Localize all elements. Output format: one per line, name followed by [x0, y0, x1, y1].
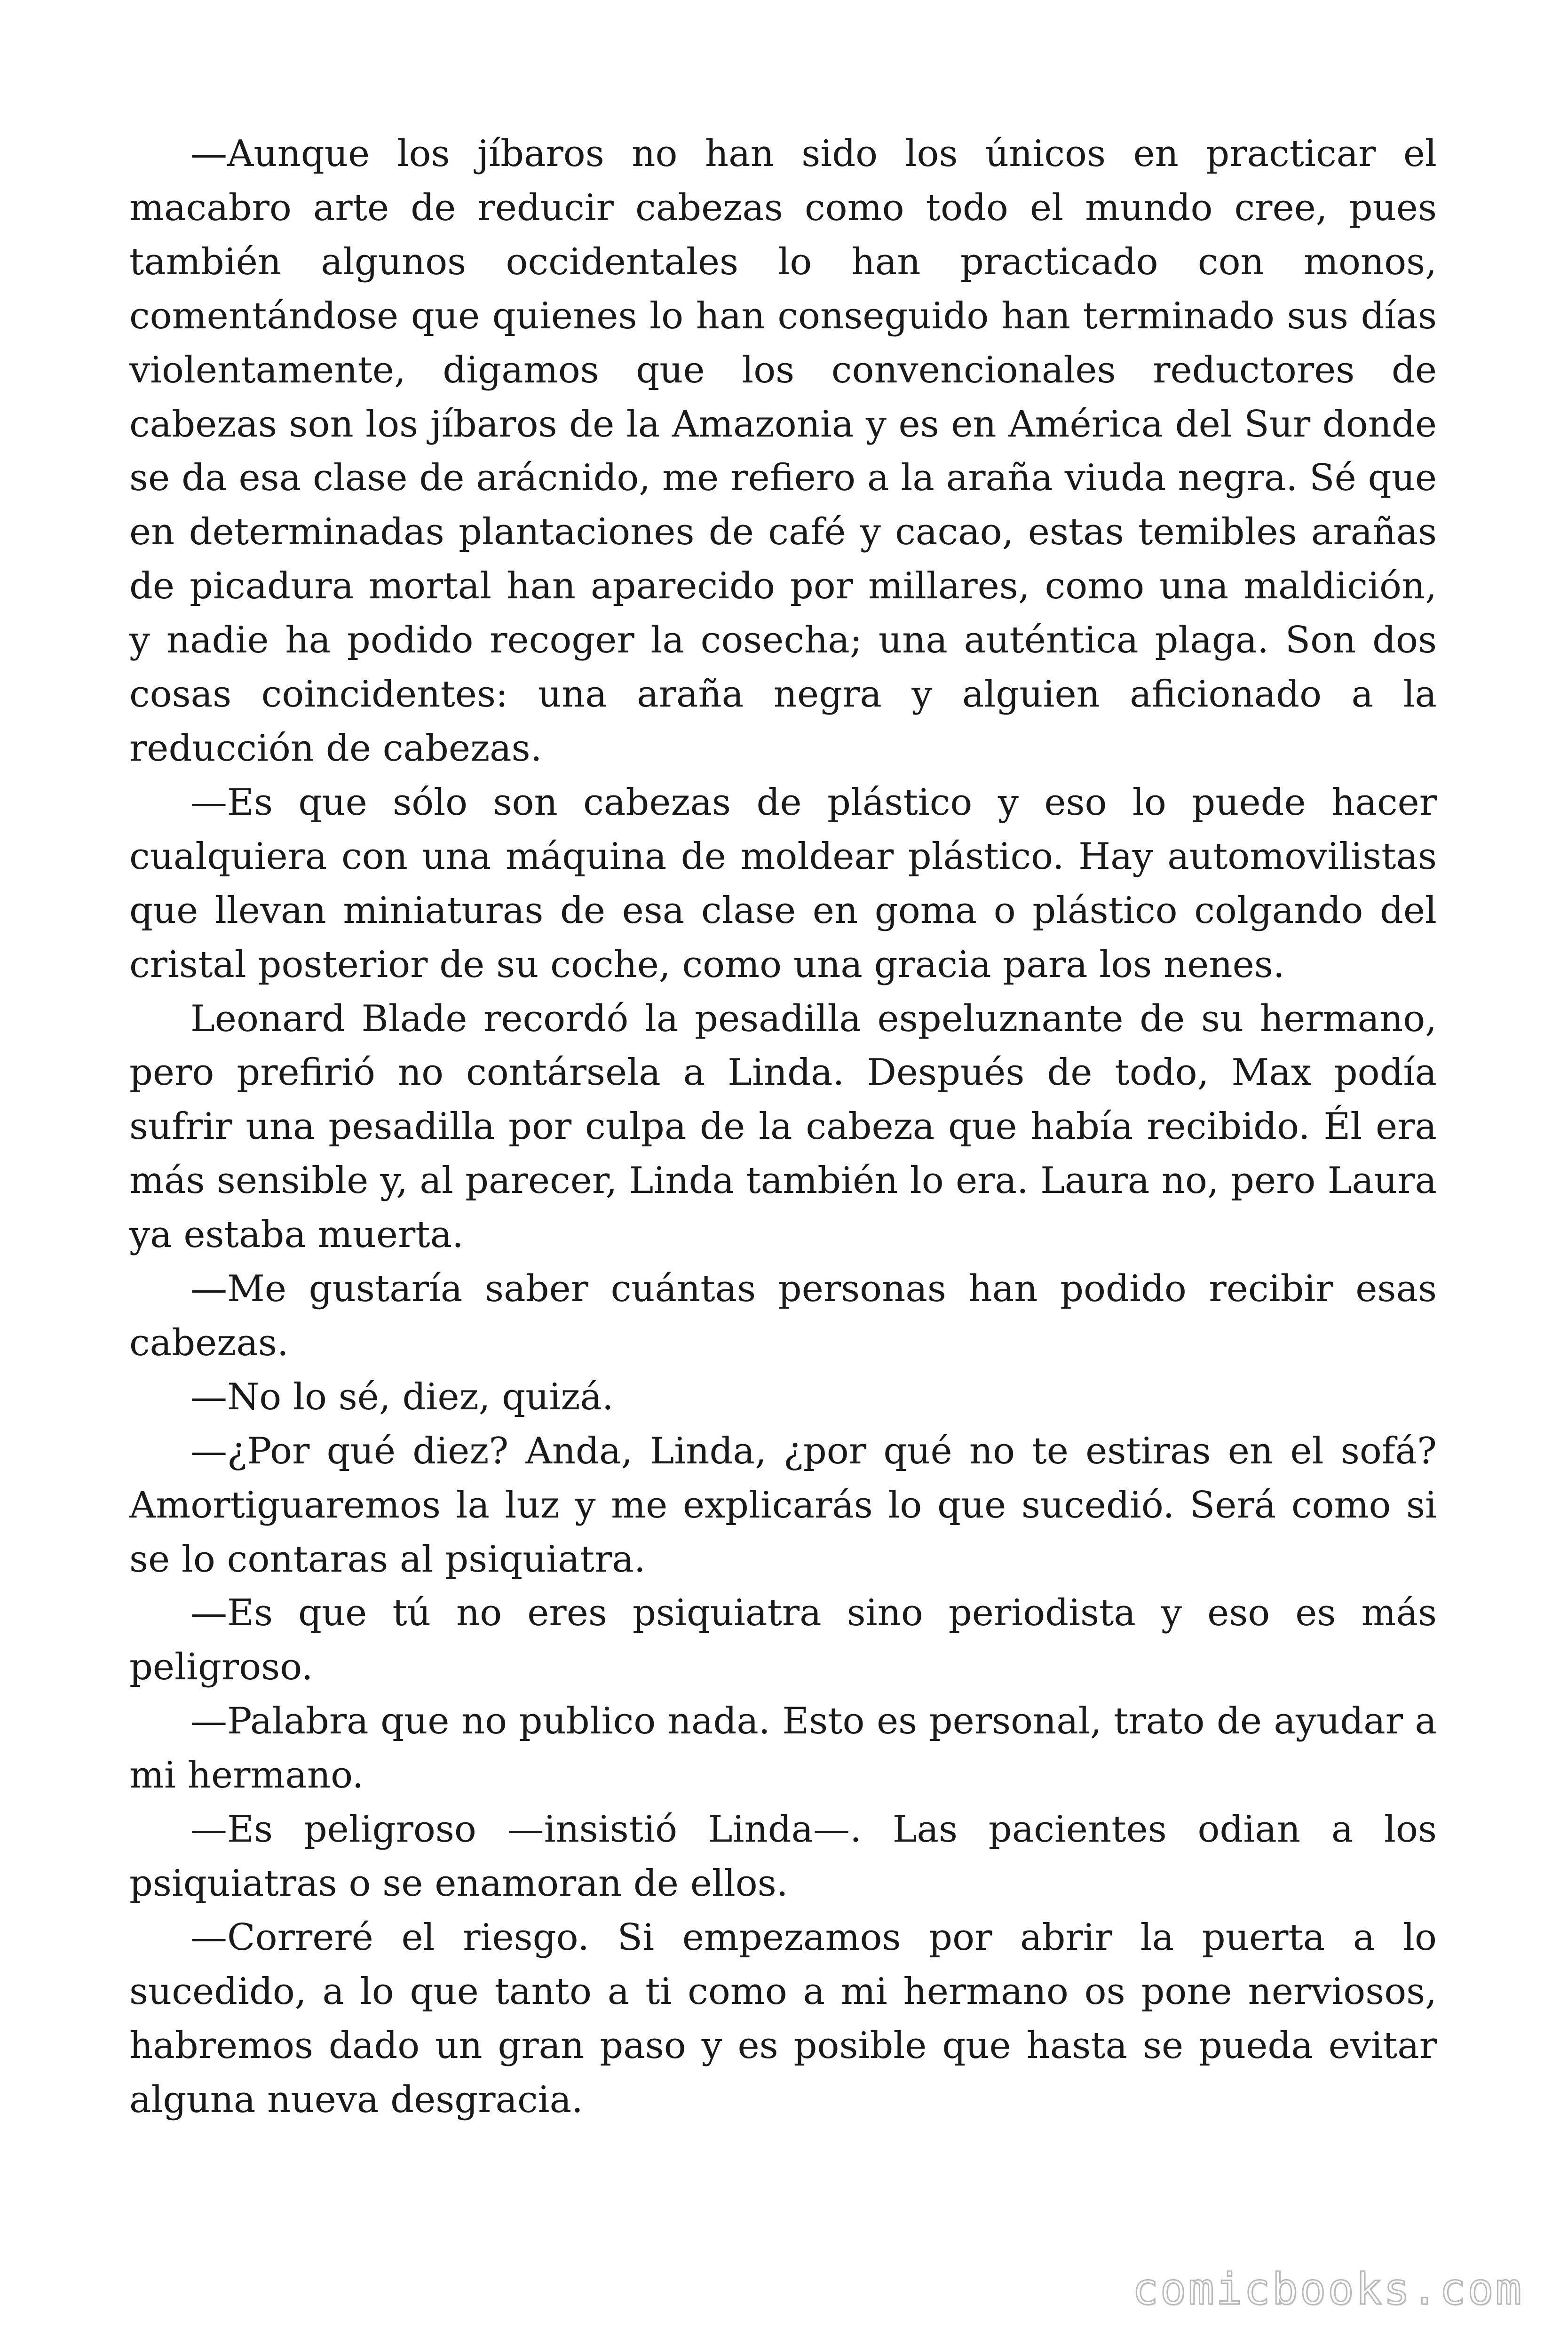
watermark-text: comicbooks.com: [1132, 2264, 1523, 2314]
paragraph: —Es que sólo son cabezas de plástico y eso lo puede hacer cualquiera con una máquina de moldear plástico. Hay automovilistas que llevan miniaturas de esa clase en goma o plástico colgando del cristal posterior de su coche, como una gracia para los nenes.: [129, 781, 1437, 986]
paragraph: —No lo sé, diez, quizá.: [190, 1375, 614, 1418]
paragraph: Leonard Blade recordó la pesadilla espeluznante de su hermano, pero prefirió no contársela a Linda. Después de todo, Max podía sufrir una pesadilla por culpa de la cabeza que había recibido. Él era más sensible y, al parecer, Linda también lo era. Laura no, pero Laura ya estaba muerta.: [129, 997, 1437, 1256]
paragraph: —Palabra que no publico nada. Esto es personal, trato de ayudar a mi hermano.: [129, 1700, 1437, 1797]
paragraph: —Es que tú no eres psiquiatra sino periodista y eso es más peligroso.: [129, 1592, 1437, 1689]
paragraph: —¿Por qué diez? Anda, Linda, ¿por qué no te estiras en el sofá? Amortiguaremos la luz y me explicarás lo que sucedió. Será como si se lo contaras al psiquiatra.: [129, 1430, 1437, 1581]
page-body-text: [129, 127, 1437, 2127]
paragraph: —Es peligroso —insistió Linda—. Las pacientes odian a los psiquiatras o se enamoran de ellos.: [129, 1808, 1437, 1905]
paragraph: —Correré el riesgo. Si empezamos por abrir la puerta a lo sucedido, a lo que tanto a ti como a mi hermano os pone nerviosos, habremos dado un gran paso y es posible que hasta se pueda evitar alguna nueva desgracia.: [129, 1916, 1437, 2121]
paragraph: —Aunque los jíbaros no han sido los únicos en practicar el macabro arte de reducir cabezas como todo el mundo cree, pues también algunos occidentales lo han practicado con monos, comentándose que quienes lo han conseguido han terminado sus días violentamente, digamos que los convencionales reductores de cabezas son los jíbaros de la Amazonia y es en América del Sur donde se da esa clase de arácnido, me refiero a la araña viuda negra. Sé que en determinadas plantaciones de café y cacao, estas temibles arañas de picadura mortal han aparecido por millares, como una maldición, y nadie ha podido recoger la cosecha; una auténtica plaga. Son dos cosas coincidentes: una araña negra y alguien aficionado a la reducción de cabezas.: [129, 133, 1437, 770]
paragraph: —Me gustaría saber cuántas personas han podido recibir esas cabezas.: [129, 1268, 1437, 1364]
